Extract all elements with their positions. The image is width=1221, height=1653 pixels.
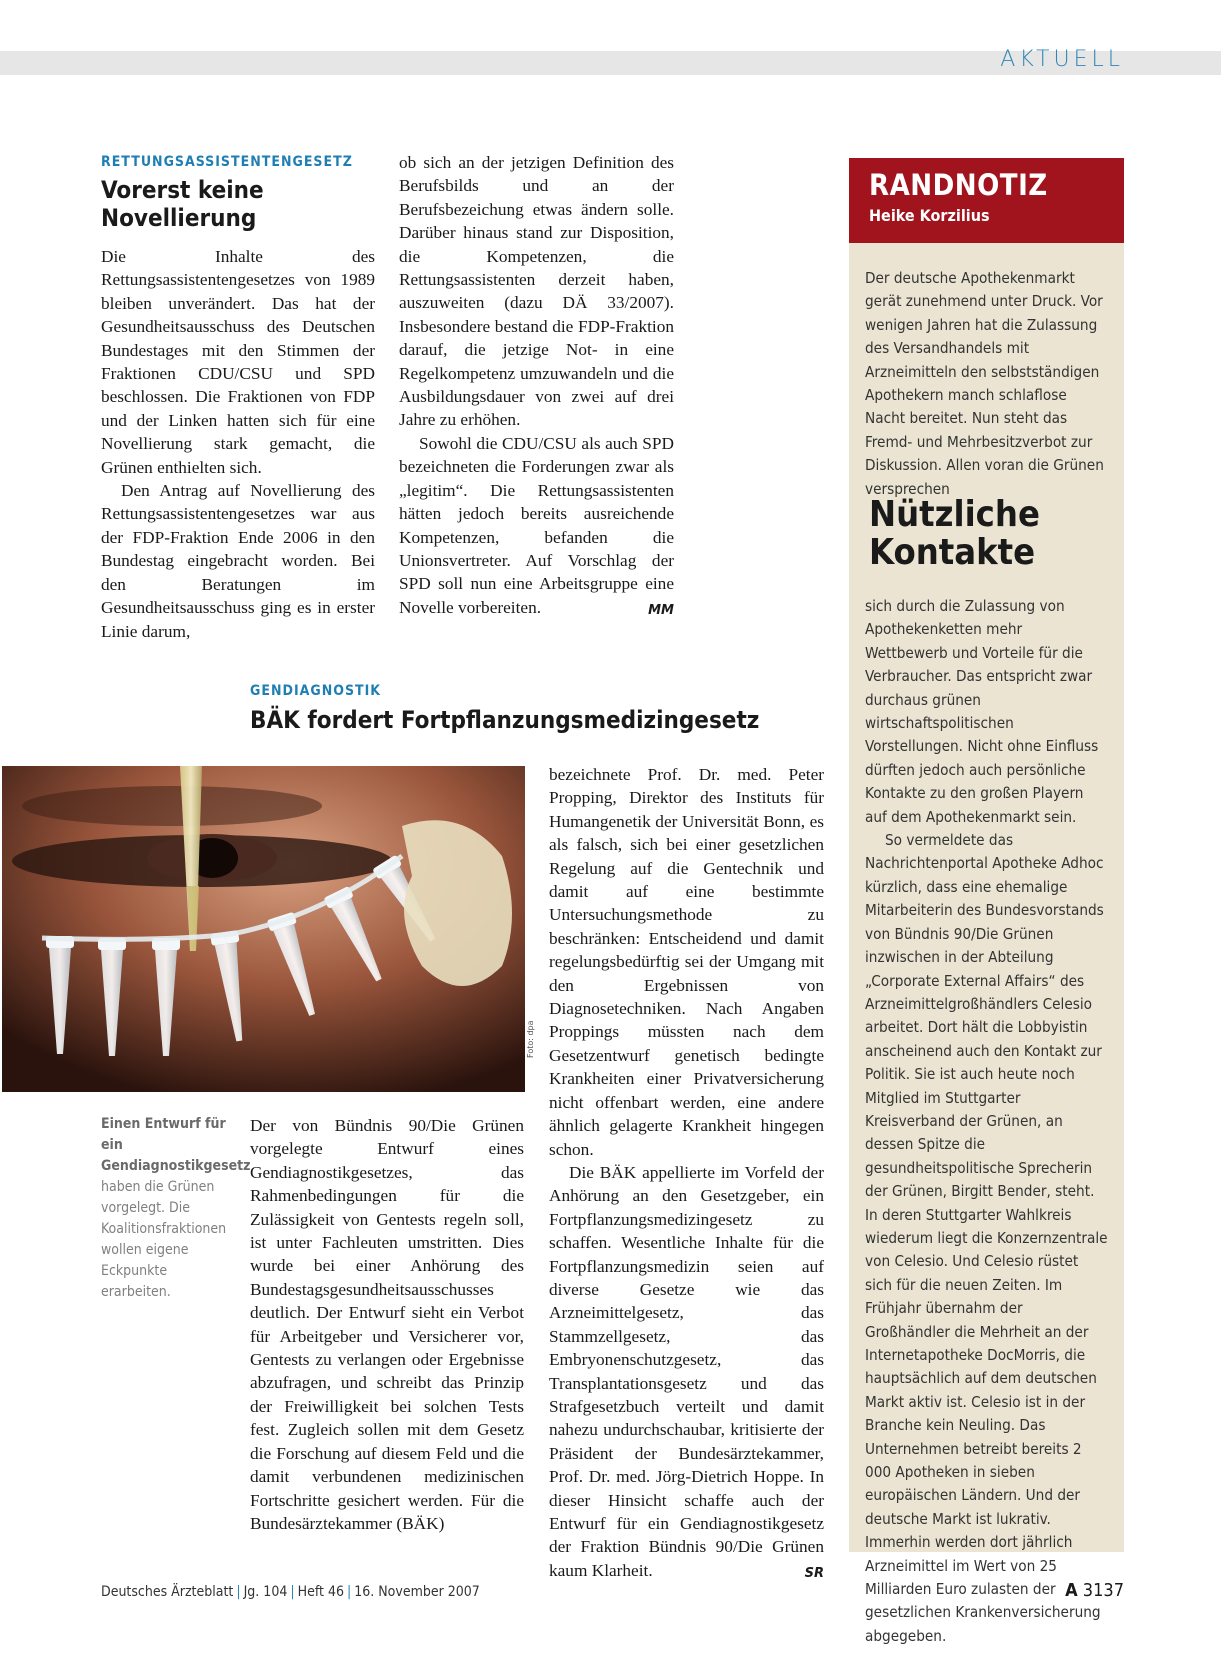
paragraph-text: Sowohl die CDU/CSU als auch SPD bezeichneten die Forderungen zwar als „legitim“. Die Rettungsassistenten hätten jedoch bereits ausreichende Kompetenzen, befanden die Unionsvertreter. Auf Vorschlag der SPD soll nun eine Arbeitsgruppe eine Novelle vorbereiten.	[399, 433, 674, 617]
photo-illustration	[2, 766, 525, 1092]
article2-column-1	[250, 1114, 524, 1535]
author-signature: MM	[648, 602, 674, 618]
sidebar-title: RANDNOTIZ	[869, 168, 1048, 202]
headline-line: Kontakte	[869, 532, 1036, 573]
article2-headline: BÄK fordert Fortpflanzungsmedizingesetz	[250, 706, 760, 734]
sidebar-intro	[865, 267, 1109, 501]
photo-credit: Foto: dpa	[526, 1020, 535, 1058]
paragraph-text: Die BÄK appellierte im Vorfeld der Anhörung an den Gesetzgeber, ein Fortpflanzungsmedizingesetz zu schaffen. Wesentliche Inhalte für die Fortpflanzungsmedizin seien auf diverse Gesetze wie das Arzneimittelgesetz, das Stammzellgesetz, das Embryonenschutzgesetz, das Transplantationsgesetz und das Strafgesetzbuch verteilt und damit nahezu undurchschaubar, kritisierte der Präsident der Bundesärztekammer, Prof. Dr. med. Jörg-Dietrich Hoppe. In dieser Hinsicht schaffe auch der Entwurf für ein Gendiagnostikgesetz der Fraktion Bündnis 90/Die Grünen kaum Klarheit.	[549, 1162, 824, 1580]
photo-pcr-tubes	[2, 766, 525, 1092]
article1-column-1	[101, 245, 375, 643]
article1-headline: Vorerst keine Novellierung	[101, 176, 264, 233]
footer-citation: Deutsches Ärzteblatt | Jg. 104 | Heft 46 | 16. November 2007	[101, 1584, 480, 1600]
caption-lead: Einen Entwurf für ein Gendiagnostikgesetz	[101, 1116, 251, 1174]
sidebar-headline	[869, 496, 1040, 572]
journal-name: Deutsches Ärzteblatt	[101, 1584, 234, 1600]
section-label: AKTUELL	[1000, 47, 1124, 72]
paragraph: Den Antrag auf Novellierung des Rettungsassistentengesetzes war aus der FDP-Fraktion Ende 2006 in den Bundestag eingebracht worden. Bei den Beratungen im Gesundheitsausschuss ging es in erster Linie darum,	[101, 481, 375, 641]
article1-column-2	[399, 151, 674, 622]
sidebar-body	[865, 595, 1109, 1648]
headline-line: Nützliche	[869, 494, 1040, 535]
paragraph: Der deutsche Apothekenmarkt gerät zunehmend unter Druck. Vor wenigen Jahren hat die Zulassung des Versandhandels mit Arzneimitteln den selbstständigen Apothekern manch schlaflose Nacht bereitet. Nun steht das Fremd- und Mehrbesitzverbot zur Diskussion. Allen voran die Grünen versprechen	[865, 269, 1104, 498]
issue: Heft 46	[297, 1584, 344, 1600]
sidebar-header	[849, 158, 1124, 243]
paragraph	[549, 1161, 824, 1582]
photo-caption	[101, 1114, 251, 1303]
paragraph	[399, 432, 674, 619]
paragraph: Der von Bündnis 90/Die Grünen vorgelegte Entwurf eines Gendiagnostikgesetzes, das Rahmenbedingungen für die Zulässigkeit von Gentests regeln soll, ist unter Fachleuten umstritten. Dies wurde bei einer Anhörung des Bundestagsgesundheitsausschusses deutlich. Der Entwurf sieht ein Verbot für Arbeitgeber und Versicherer vor, Gentests zu verlangen oder Ergebnisse abzufragen, und schreibt das Prinzip der Freiwilligkeit bei solchen Tests fest. Zugleich sollen mit dem Gesetz die Forschung auf diesem Feld und die damit verbundenen medizinischen Fortschritte gesichert werden. Für die Bundesärztekammer (BÄK)	[250, 1116, 524, 1533]
author-signature: SR	[804, 1565, 824, 1581]
paragraph: sich durch die Zulassung von Apothekenketten mehr Wettbewerb und Vorteile für die Verbraucher. Das entspricht zwar durchaus grünen wirtschaftspolitischen Vorstellungen. Nicht ohne Einfluss dürften jedoch auch persönliche Kontakte zu den großen Playern auf dem Apothekenmarkt sein.	[865, 597, 1099, 826]
page-number	[1065, 1580, 1124, 1601]
article2-column-2	[549, 763, 824, 1585]
page-number-value: 3137	[1082, 1580, 1124, 1601]
article2-kicker: GENDIAGNOSTIK	[250, 683, 382, 699]
volume: Jg. 104	[243, 1584, 288, 1600]
paragraph: bezeichnete Prof. Dr. med. Peter Propping, Direktor des Instituts für Humangenetik der Universität Bonn, es als falsch, sich bei einer gesetzlichen Regelung auf die Gentechnik und damit auf eine bestimmte Untersuchungsmethode zu beschränken: Entscheidend und damit regelungsbedürftig sei der Umgang mit den Ergebnissen von Diagnosetechniken. Nach Angaben Proppings müssten nach dem Gesetzentwurf genetisch bedingte Krankheiten einer Privatversicherung nicht offenbart werden, eine andere ähnlich gelagerte Krankheit hingegen schon.	[549, 765, 824, 1159]
paragraph: So vermeldete das Nachrichtenportal Apotheke Adhoc kürzlich, dass eine ehemalige Mitarbeiterin des Bundesvorstands von Bündnis 90/Die Grünen inzwischen in der Abteilung „Corporate External Affairs“ des Arzneimittelgroßhändlers Celesio arbeitet. Dort hält die Lobbyistin anscheinend auch den Kontakt zur Politik. Sie ist auch heute noch Mitglied im Stuttgarter Kreisverband der Grünen, an dessen Spitze die gesundheitspolitische Sprecherin der Grünen, Birgitt Bender, steht. In deren Stuttgarter Wahlkreis wiederum liegt die Konzernzentrale von Celesio. Und Celesio rüstet sich für die neuen Zeiten. Im Frühjahr übernahm der Großhändler die Mehrheit an der Internetapotheke DocMorris, die hauptsächlich auf dem deutschen Markt aktiv ist. Celesio ist in der Branche kein Neuling. Das Unternehmen betreibt bereits 2 000 Apotheken in sieben europäischen Ländern. Und der deutsche Markt ist lukrativ. Immerhin werden dort jährlich Arzneimittel im Wert von 25 Milliarden Euro zulasten der gesetzlichen Krankenversicherung abgegeben.	[865, 831, 1108, 1645]
page-prefix: A	[1065, 1580, 1078, 1601]
paragraph: Die Inhalte des Rettungsassistentengesetzes von 1989 bleiben unverändert. Das hat der Gesundheitsausschuss des Deutschen Bundestages mit den Stimmen der Fraktionen CDU/CSU und SPD beschlossen. Die Fraktionen von FDP und der Linken hatten sich für eine Novellierung stark gemacht, die Grünen enthielten sich.	[101, 247, 375, 477]
issue-date: 16. November 2007	[354, 1584, 480, 1600]
sidebar-author: Heike Korzilius	[869, 206, 990, 225]
caption-text: haben die Grünen vorgelegt. Die Koalitionsfraktionen wollen eigene Eckpunkte erarbeiten.	[101, 1179, 227, 1300]
paragraph: ob sich an der jetzigen Definition des Berufsbilds und an der Berufsbezeichung etwas ändern solle. Darüber hinaus stand zur Disposition, die Kompetenzen, die Rettungsassistenten derzeit haben, auszuweiten (dazu DÄ 33/2007). Insbesondere bestand die FDP-Fraktion darauf, die jetzige Not- in eine Regelkompetenz umzuwandeln und die Ausbildungsdauer von zwei auf drei Jahre zu erhöhen.	[399, 153, 674, 430]
article1-kicker: RETTUNGSASSISTENTENGESETZ	[101, 154, 353, 170]
